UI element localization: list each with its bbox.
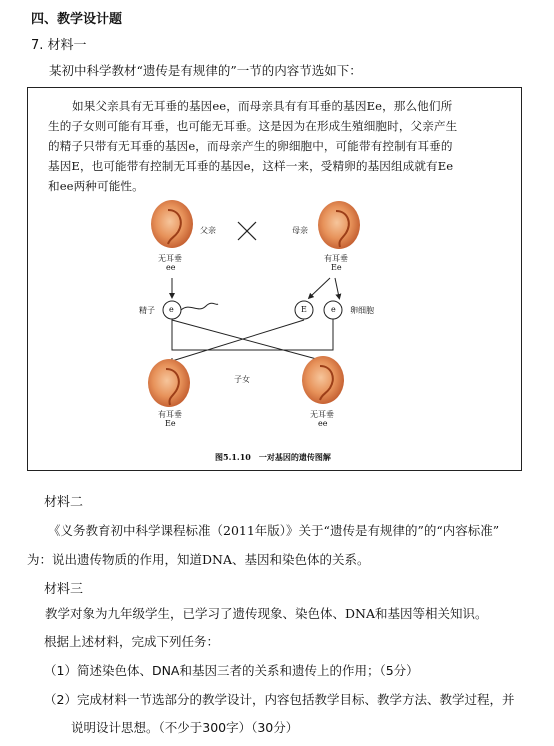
- mother-genotype: Ee: [331, 263, 342, 272]
- material1-intro: 某初中科学教材“遗传是有规律的”一节的内容节选如下：: [49, 63, 362, 78]
- offspring-label: 子女: [234, 375, 250, 384]
- egg-label: 卵细胞: [350, 306, 374, 315]
- excerpt-paragraph: [48, 96, 510, 196]
- sperm-label: 精子: [139, 306, 155, 315]
- figure-caption: 图5.1.10 一对基因的遗传图解: [215, 452, 331, 462]
- mother-trait: 有耳垂: [324, 254, 348, 263]
- task-1: （1）简述染色体、DNA和基因三者的关系和遗传上的作用；（5分）: [44, 663, 419, 678]
- section-title: 四、教学设计题: [31, 12, 123, 27]
- material2-title: 材料二: [44, 495, 84, 510]
- child2-ear-icon: [302, 356, 344, 404]
- child1-genotype: Ee: [165, 419, 176, 428]
- material3-title: 材料三: [44, 582, 84, 597]
- excerpt-line: 的精子只带有无耳垂的基因e，而母亲产生的卵细胞中，可能带有控制有耳垂的: [48, 139, 453, 153]
- sperm-gene: e: [169, 305, 174, 314]
- excerpt-line: 生的子女则可能有耳垂，也可能无耳垂。这是因为在形成生殖细胞时，父亲产生: [48, 119, 458, 133]
- material3-text: 教学对象为九年级学生，已学习了遗传现象、染色体、DNA和基因等相关知识。: [45, 606, 488, 621]
- father-ear-icon: [151, 200, 193, 248]
- child2-genotype: ee: [318, 419, 328, 428]
- child2-trait: 无耳垂: [310, 410, 334, 419]
- child1-trait: 有耳垂: [158, 410, 182, 419]
- excerpt-line: 如果父亲具有无耳垂的基因ee，而母亲具有有耳垂的基因Ee，那么他们所: [72, 99, 453, 113]
- question-number-title: 7. 材料一: [31, 38, 87, 53]
- material2-line1: 《义务教育初中科学课程标准（2011年版）》关于“遗传是有规律的”的“内容标准”: [48, 523, 500, 538]
- task-2-line2: 说明设计思想。（不少于300字）（30分）: [71, 720, 299, 735]
- mother-label: 母亲: [292, 226, 308, 235]
- father-trait: 无耳垂: [158, 254, 182, 263]
- father-genotype: ee: [166, 263, 176, 272]
- egg-gene-2: e: [331, 305, 336, 314]
- mother-ear-icon: [318, 201, 360, 249]
- child1-ear-icon: [148, 359, 190, 407]
- inheritance-diagram: [120, 198, 420, 468]
- material2-line2: 为：说出遗传物质的作用，知道DNA、基因和染色体的关系。: [27, 552, 370, 567]
- excerpt-line: 基因E，也可能带有控制无耳垂的基因e，这样一来，受精卵的基因组成就有Ee: [48, 159, 454, 173]
- excerpt-line: 和ee两种可能性。: [48, 179, 144, 193]
- task-2-line1: （2）完成材料一节选部分的教学设计，内容包括教学目标、教学方法、教学过程，并: [44, 692, 515, 707]
- task-prompt: 根据上述材料，完成下列任务：: [44, 634, 220, 649]
- father-label: 父亲: [200, 226, 216, 235]
- egg-gene-1: E: [301, 305, 307, 314]
